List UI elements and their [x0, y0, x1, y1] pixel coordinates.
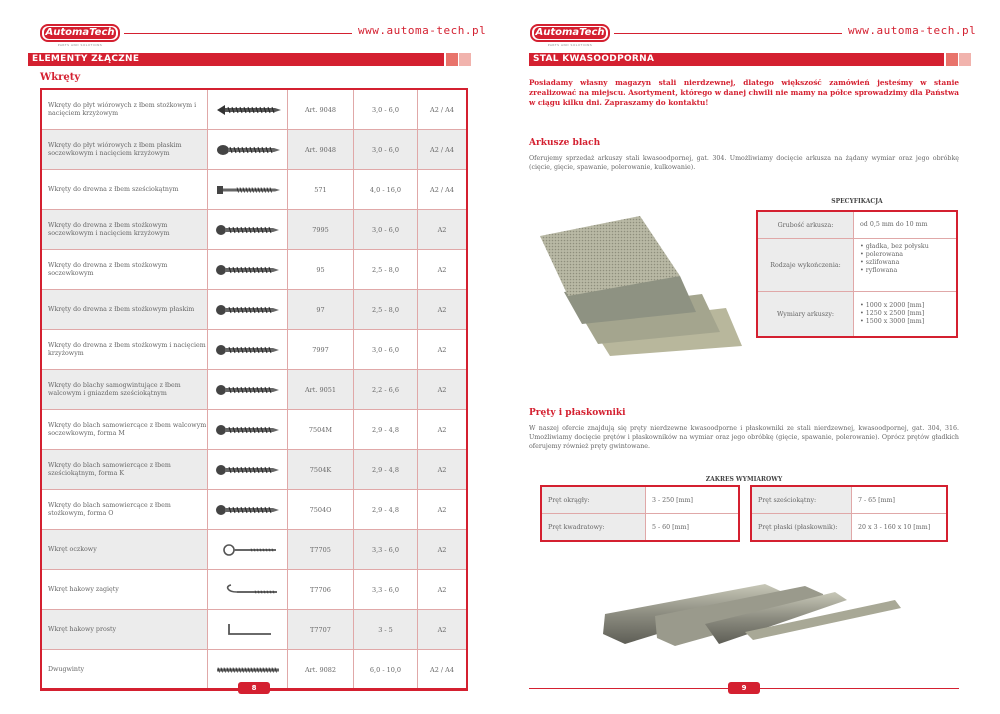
product-name: Wkręty do blach samowiercące z łbem sześciokątnym, forma K [42, 450, 208, 489]
page-number: 9 [728, 682, 760, 694]
spec-key: Wymiary arkuszy: [758, 292, 854, 336]
product-name: Wkręty do drewna z łbem stożkowym soczewkowym i nacięciem krzyżowym [42, 210, 208, 249]
material-grade: A2 [437, 545, 447, 554]
material-grade: A2 [437, 225, 447, 234]
bars-text: W naszej ofercie znajdują się pręty nierdzewne kwasoodporne i płaskowniki ze stali nierdzewnej, kwasoodpornej, gat. 304, 316. Umożliwiamy docięcie prętów i płaskowników na wymiar oraz jego obróbkę (gięcie, spawanie, polerowanie). Oprócz prętów gładkich oferujemy również pręty gwintowane. [529, 425, 959, 450]
product-name: Wkręty do drewna z łbem stożkowym płaskim [42, 290, 208, 329]
size-range: 6,0 - 10,0 [354, 650, 418, 689]
spec-list-item: • 1250 x 2500 [mm] [860, 310, 924, 318]
logo-subtitle: PARTS AND SOLUTIONS [547, 43, 593, 47]
table-row [42, 410, 466, 450]
range-row [752, 487, 946, 514]
intro-text: Posiadamy własny magazyn stali nierdzewnej, dlatego większość zamówień jesteśmy w stanie zrealizować na miejscu. Asortyment, którego w danej chwili nie mamy na półce sprowadzimy dla Państwa w ciągu kilku dni. Zapraszamy do kontaktu! [529, 78, 959, 107]
table-row [42, 210, 466, 250]
material-grade: A2 [437, 345, 447, 354]
size-range: 3,0 - 6,0 [354, 210, 418, 249]
decor-square [946, 53, 958, 66]
sheets-heading: Arkusze blach [529, 138, 601, 148]
table-row [42, 170, 466, 210]
screw-table [40, 88, 468, 691]
self-drilling-screw-o-icon [208, 490, 288, 529]
section-title: ELEMENTY ZŁĄCZNE [28, 53, 444, 66]
article-number: 7504O [288, 490, 354, 529]
range-block-left [540, 485, 740, 542]
pan-head-screw-icon [208, 130, 288, 169]
spec-value [854, 239, 956, 291]
table-row [42, 530, 466, 570]
bars-heading: Pręty i płaskowniki [529, 408, 626, 418]
product-name: Dwugwinty [42, 650, 208, 689]
table-row [42, 610, 466, 650]
cross-wood-screw-icon [208, 330, 288, 369]
decor-square [959, 53, 971, 66]
product-name: Wkręt hakowy prosty [42, 610, 208, 649]
spec-row-dims [758, 292, 956, 336]
page-number: 8 [238, 682, 270, 694]
product-name: Wkręty do drewna z łbem sześciokątnym [42, 170, 208, 209]
article-number: T7706 [288, 570, 354, 609]
subtitle: Wkręty [40, 72, 81, 83]
size-range: 2,5 - 8,0 [354, 250, 418, 289]
size-range: 3 - 5 [354, 610, 418, 649]
range-block-right [750, 485, 948, 542]
range-value: 3 - 250 [mm] [652, 496, 694, 504]
spec-list-item: • 1500 x 3000 [mm] [860, 318, 924, 326]
spec-caption: SPECYFIKACJA [831, 198, 883, 205]
spec-key: Rodzaje wykończenia: [758, 239, 854, 291]
size-range: 3,3 - 6,0 [354, 570, 418, 609]
table-row [42, 250, 466, 290]
article-number: T7705 [288, 530, 354, 569]
flat-wood-screw-icon [208, 290, 288, 329]
table-row [42, 90, 466, 130]
table-row [42, 370, 466, 410]
article-number: Art. 9082 [288, 650, 354, 689]
material-grade: A2 [437, 505, 447, 514]
product-name: Wkręty do blach samowiercące z łbem walcowym soczewkowym, forma M [42, 410, 208, 449]
range-table [540, 485, 948, 542]
range-caption: ZAKRES WYMIAROWY [705, 476, 783, 483]
steel-bars-image [595, 570, 905, 660]
socket-head-screw-icon [208, 370, 288, 409]
article-number: 7995 [288, 210, 354, 249]
header-rule [124, 33, 352, 34]
size-range: 3,0 - 6,0 [354, 130, 418, 169]
article-number: 95 [288, 250, 354, 289]
countersunk-screw-icon [208, 90, 288, 129]
range-row [752, 514, 946, 540]
spec-key: Grubość arkusza: [758, 212, 854, 238]
material-grade: A2 [437, 425, 447, 434]
header-rule [614, 33, 842, 34]
product-name: Wkręty do płyt wiórowych z łbem stożkowym i nacięciem krzyżowym [42, 90, 208, 129]
range-value: 5 - 60 [mm] [652, 523, 690, 531]
spec-list-item: • 1000 x 2000 [mm] [860, 302, 924, 310]
range-row [542, 514, 738, 540]
spec-list-item: • ryflowana [860, 267, 950, 275]
website-link[interactable]: www.automa-tech.pl [848, 24, 977, 37]
logo-text: AutomaTech [535, 27, 605, 38]
article-number: 7997 [288, 330, 354, 369]
size-range: 3,3 - 6,0 [354, 530, 418, 569]
product-name: Wkręt hakowy zagięty [42, 570, 208, 609]
material-grade: A2 [437, 585, 447, 594]
material-grade: A2 [437, 625, 447, 634]
decor-square [459, 53, 471, 66]
steel-sheets-image [530, 206, 750, 356]
range-row [542, 487, 738, 514]
range-key: Pręt okrągły: [542, 487, 646, 513]
spec-table [756, 210, 958, 338]
range-key: Pręt kwadratowy: [542, 514, 646, 540]
table-row [42, 130, 466, 170]
material-grade: A2 [437, 385, 447, 394]
self-drilling-screw-m-icon [208, 410, 288, 449]
table-row [42, 490, 466, 530]
article-number: 7504M [288, 410, 354, 449]
size-range: 2,9 - 4,8 [354, 410, 418, 449]
table-row [42, 330, 466, 370]
table-row [42, 570, 466, 610]
hex-wood-screw-icon [208, 170, 288, 209]
article-number: Art. 9051 [288, 370, 354, 409]
size-range: 4,0 - 16,0 [354, 170, 418, 209]
table-row [42, 290, 466, 330]
range-value: 20 x 3 - 160 x 10 [mm] [858, 523, 931, 531]
size-range: 2,2 - 6,6 [354, 370, 418, 409]
oval-head-screw-icon [208, 210, 288, 249]
sheets-text: Oferujemy sprzedaż arkuszy stali kwasoodpornej, gat. 304. Umożliwiamy docięcie arkusza na żądany wymiar oraz jego obróbkę (cięcie, gięcie, spawanie, polerowanie, kulkowanie). [529, 155, 959, 171]
material-grade: A2 / A4 [430, 145, 454, 154]
material-grade: A2 [437, 305, 447, 314]
product-name: Wkręt oczkowy [42, 530, 208, 569]
material-grade: A2 / A4 [430, 105, 454, 114]
article-number: 97 [288, 290, 354, 329]
eye-screw-icon [208, 530, 288, 569]
spec-value: od 0,5 mm do 10 mm [860, 221, 928, 228]
product-name: Wkręty do płyt wiórowych z łbem płaskim soczewkowym i nacięciem krzyżowym [42, 130, 208, 169]
size-range: 2,5 - 8,0 [354, 290, 418, 329]
article-number: 7504K [288, 450, 354, 489]
oval-wood-screw-icon [208, 250, 288, 289]
range-key: Pręt sześciokątny: [752, 487, 852, 513]
material-grade: A2 [437, 465, 447, 474]
article-number: Art. 9048 [288, 130, 354, 169]
product-name: Wkręty do drewna z łbem stożkowym soczewkowym [42, 250, 208, 289]
size-range: 2,9 - 4,8 [354, 490, 418, 529]
spec-row-finish [758, 239, 956, 292]
page-right [500, 0, 1000, 714]
material-grade: A2 [437, 265, 447, 274]
self-drilling-screw-k-icon [208, 450, 288, 489]
product-name: Wkręty do drewna z łbem stożkowym i nacięciem krzyżowym [42, 330, 208, 369]
article-number: 571 [288, 170, 354, 209]
article-number: Art. 9048 [288, 90, 354, 129]
material-grade: A2 / A4 [430, 665, 454, 674]
spec-list-item: • polerowana [860, 251, 950, 259]
material-grade: A2 / A4 [430, 185, 454, 194]
article-number: T7707 [288, 610, 354, 649]
l-hook-screw-icon [208, 610, 288, 649]
spec-list-item: • szlifowana [860, 259, 950, 267]
spec-list-item: • gładka, bez połysku [860, 243, 950, 251]
table-row [42, 450, 466, 490]
logo-subtitle: PARTS AND SOLUTIONS [57, 43, 103, 47]
range-value: 7 - 65 [mm] [858, 496, 896, 504]
size-range: 3,0 - 6,0 [354, 330, 418, 369]
website-link[interactable]: www.automa-tech.pl [358, 24, 487, 37]
spec-value [854, 292, 956, 336]
decor-square [446, 53, 458, 66]
logo [530, 24, 610, 42]
section-title: STAL KWASOODPORNA [529, 53, 944, 66]
logo [40, 24, 120, 42]
size-range: 3,0 - 6,0 [354, 90, 418, 129]
size-range: 2,9 - 4,8 [354, 450, 418, 489]
spec-row-thickness [758, 212, 956, 239]
product-name: Wkręty do blach samowiercące z łbem stożkowym, forma O [42, 490, 208, 529]
product-name: Wkręty do blachy samogwintujące z łbem walcowym i gniazdem sześciokątnym [42, 370, 208, 409]
logo-text: AutomaTech [45, 27, 115, 38]
range-key: Pręt płaski (płaskownik): [752, 514, 852, 540]
bent-hook-screw-icon [208, 570, 288, 609]
